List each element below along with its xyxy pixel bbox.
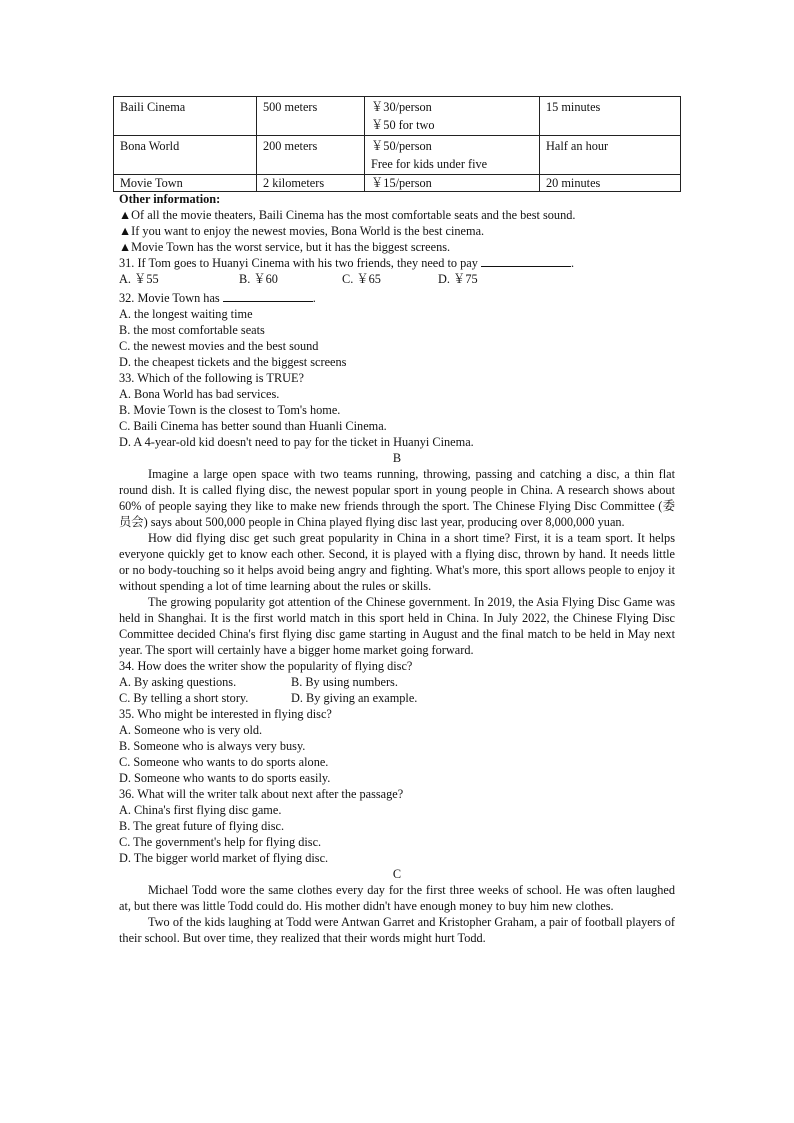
cinema-distance: 200 meters xyxy=(257,136,365,175)
question-34: 34. How does the writer show the popularity of flying disc? xyxy=(119,659,413,673)
other-info-heading: Other information: xyxy=(119,192,221,206)
cinema-price xyxy=(365,97,540,136)
question-stem: 31. If Tom goes to Huanyi Cinema with his two friends, they need to pay xyxy=(119,256,478,270)
info-item: ▲If you want to enjoy the newest movies, Bona World is the best cinema. xyxy=(119,224,485,238)
question-end: . xyxy=(312,291,316,305)
option: C. ￥65 xyxy=(342,272,381,286)
option: D. the cheapest tickets and the biggest screens xyxy=(119,355,347,369)
option: C. By telling a short story. xyxy=(119,691,249,705)
question-stem: 32. Movie Town has xyxy=(119,291,220,305)
price-line: ￥15/person xyxy=(371,176,432,190)
cinema-distance: 2 kilometers xyxy=(257,175,365,192)
cinema-name: Movie Town xyxy=(114,175,257,192)
table-row xyxy=(114,175,681,192)
price-line: Free for kids under five xyxy=(371,157,488,171)
option: D. A 4-year-old kid doesn't need to pay for the ticket in Huanyi Cinema. xyxy=(119,435,474,449)
price-line: ￥30/person xyxy=(371,100,432,114)
option: B. Movie Town is the closest to Tom's home. xyxy=(119,403,341,417)
cinema-time: 15 minutes xyxy=(540,97,681,136)
option: D. The bigger world market of flying disc. xyxy=(119,851,329,865)
question-33: 33. Which of the following is TRUE? xyxy=(119,371,304,385)
option: A. the longest waiting time xyxy=(119,307,253,321)
passage-paragraph: Imagine a large open space with two teams running, throwing, passing and catching a disc, a thin flat round dish. It is called flying disc, the newest popular sport in young people in China. A research shows about 60% of people saying they like to make new friends through the sport. The Chinese Flying Disc Committee (委员会) says about 500,000 people in China played flying disc last year, producing over 8,000,000 yuan. xyxy=(119,467,675,529)
cinema-name: Baili Cinema xyxy=(114,97,257,136)
passage-paragraph: The growing popularity got attention of the Chinese government. In 2019, the Asia Flying Disc Game was held in Shanghai. It is the first world match in this sport held in China. In July 2022, the Chinese Flying Disc Committee decided China's first flying disc game starting in August and the final match to be held in May next year. The sport will certainly have a bigger home market going forward. xyxy=(119,595,675,657)
question-35: 35. Who might be interested in flying disc? xyxy=(119,707,332,721)
option: D. ￥75 xyxy=(438,272,478,286)
option: A. ￥55 xyxy=(119,272,159,286)
option: A. China's first flying disc game. xyxy=(119,803,282,817)
price-line: ￥50 for two xyxy=(371,118,435,132)
section-c-letter: C xyxy=(392,867,402,881)
cinema-time: 20 minutes xyxy=(540,175,681,192)
passage-paragraph: How did flying disc get such great popularity in China in a short time? First, it is a team sport. It helps everyone quickly get to know each other. Second, it is played with a flying disc, thrown by hand. It needs little or no body-touching so it helps avoid being angry and fighting. What's more, this sport allows people to enjoy it without spending a lot of time learning about the rules or skills. xyxy=(119,531,675,593)
option: C. Baili Cinema has better sound than Huanli Cinema. xyxy=(119,419,387,433)
section-b-letter: B xyxy=(392,451,402,465)
option: A. By asking questions. xyxy=(119,675,237,689)
option: B. ￥60 xyxy=(239,272,278,286)
table-row xyxy=(114,136,681,175)
cinema-price xyxy=(365,136,540,175)
info-item: ▲Movie Town has the worst service, but it has the biggest screens. xyxy=(119,240,451,254)
cinema-name: Bona World xyxy=(114,136,257,175)
exam-content xyxy=(119,191,675,946)
option: C. the newest movies and the best sound xyxy=(119,339,319,353)
cinema-table xyxy=(113,96,681,192)
question-36: 36. What will the writer talk about next after the passage? xyxy=(119,787,404,801)
option: B. Someone who is always very busy. xyxy=(119,739,306,753)
answer-blank xyxy=(223,290,313,302)
option: D. By giving an example. xyxy=(291,691,418,705)
answer-blank xyxy=(481,255,571,267)
q31-options xyxy=(119,271,675,287)
passage-paragraph: Two of the kids laughing at Todd were Antwan Garret and Kristopher Graham, a pair of football players of their school. But over time, they realized that their words might hurt Todd. xyxy=(119,915,675,945)
cinema-time: Half an hour xyxy=(540,136,681,175)
q34-options-row xyxy=(119,690,675,706)
option: A. Bona World has bad services. xyxy=(119,387,280,401)
option: B. the most comfortable seats xyxy=(119,323,265,337)
info-item: ▲Of all the movie theaters, Baili Cinema has the most comfortable seats and the best sound. xyxy=(119,208,576,222)
question-end: . xyxy=(570,256,575,270)
question-32 xyxy=(119,290,675,306)
q34-options-row xyxy=(119,674,675,690)
passage-paragraph: Michael Todd wore the same clothes every day for the first three weeks of school. He was often laughed at, but there was little Todd could do. His mother didn't have enough money to buy him new clothes. xyxy=(119,883,675,913)
price-line: ￥50/person xyxy=(371,139,432,153)
cinema-price xyxy=(365,175,540,192)
option: D. Someone who wants to do sports easily. xyxy=(119,771,331,785)
option: B. By using numbers. xyxy=(291,675,398,689)
option: B. The great future of flying disc. xyxy=(119,819,285,833)
option: A. Someone who is very old. xyxy=(119,723,263,737)
option: C. Someone who wants to do sports alone. xyxy=(119,755,329,769)
cinema-distance: 500 meters xyxy=(257,97,365,136)
option: C. The government's help for flying disc. xyxy=(119,835,322,849)
question-31 xyxy=(119,255,675,271)
table-row xyxy=(114,97,681,136)
